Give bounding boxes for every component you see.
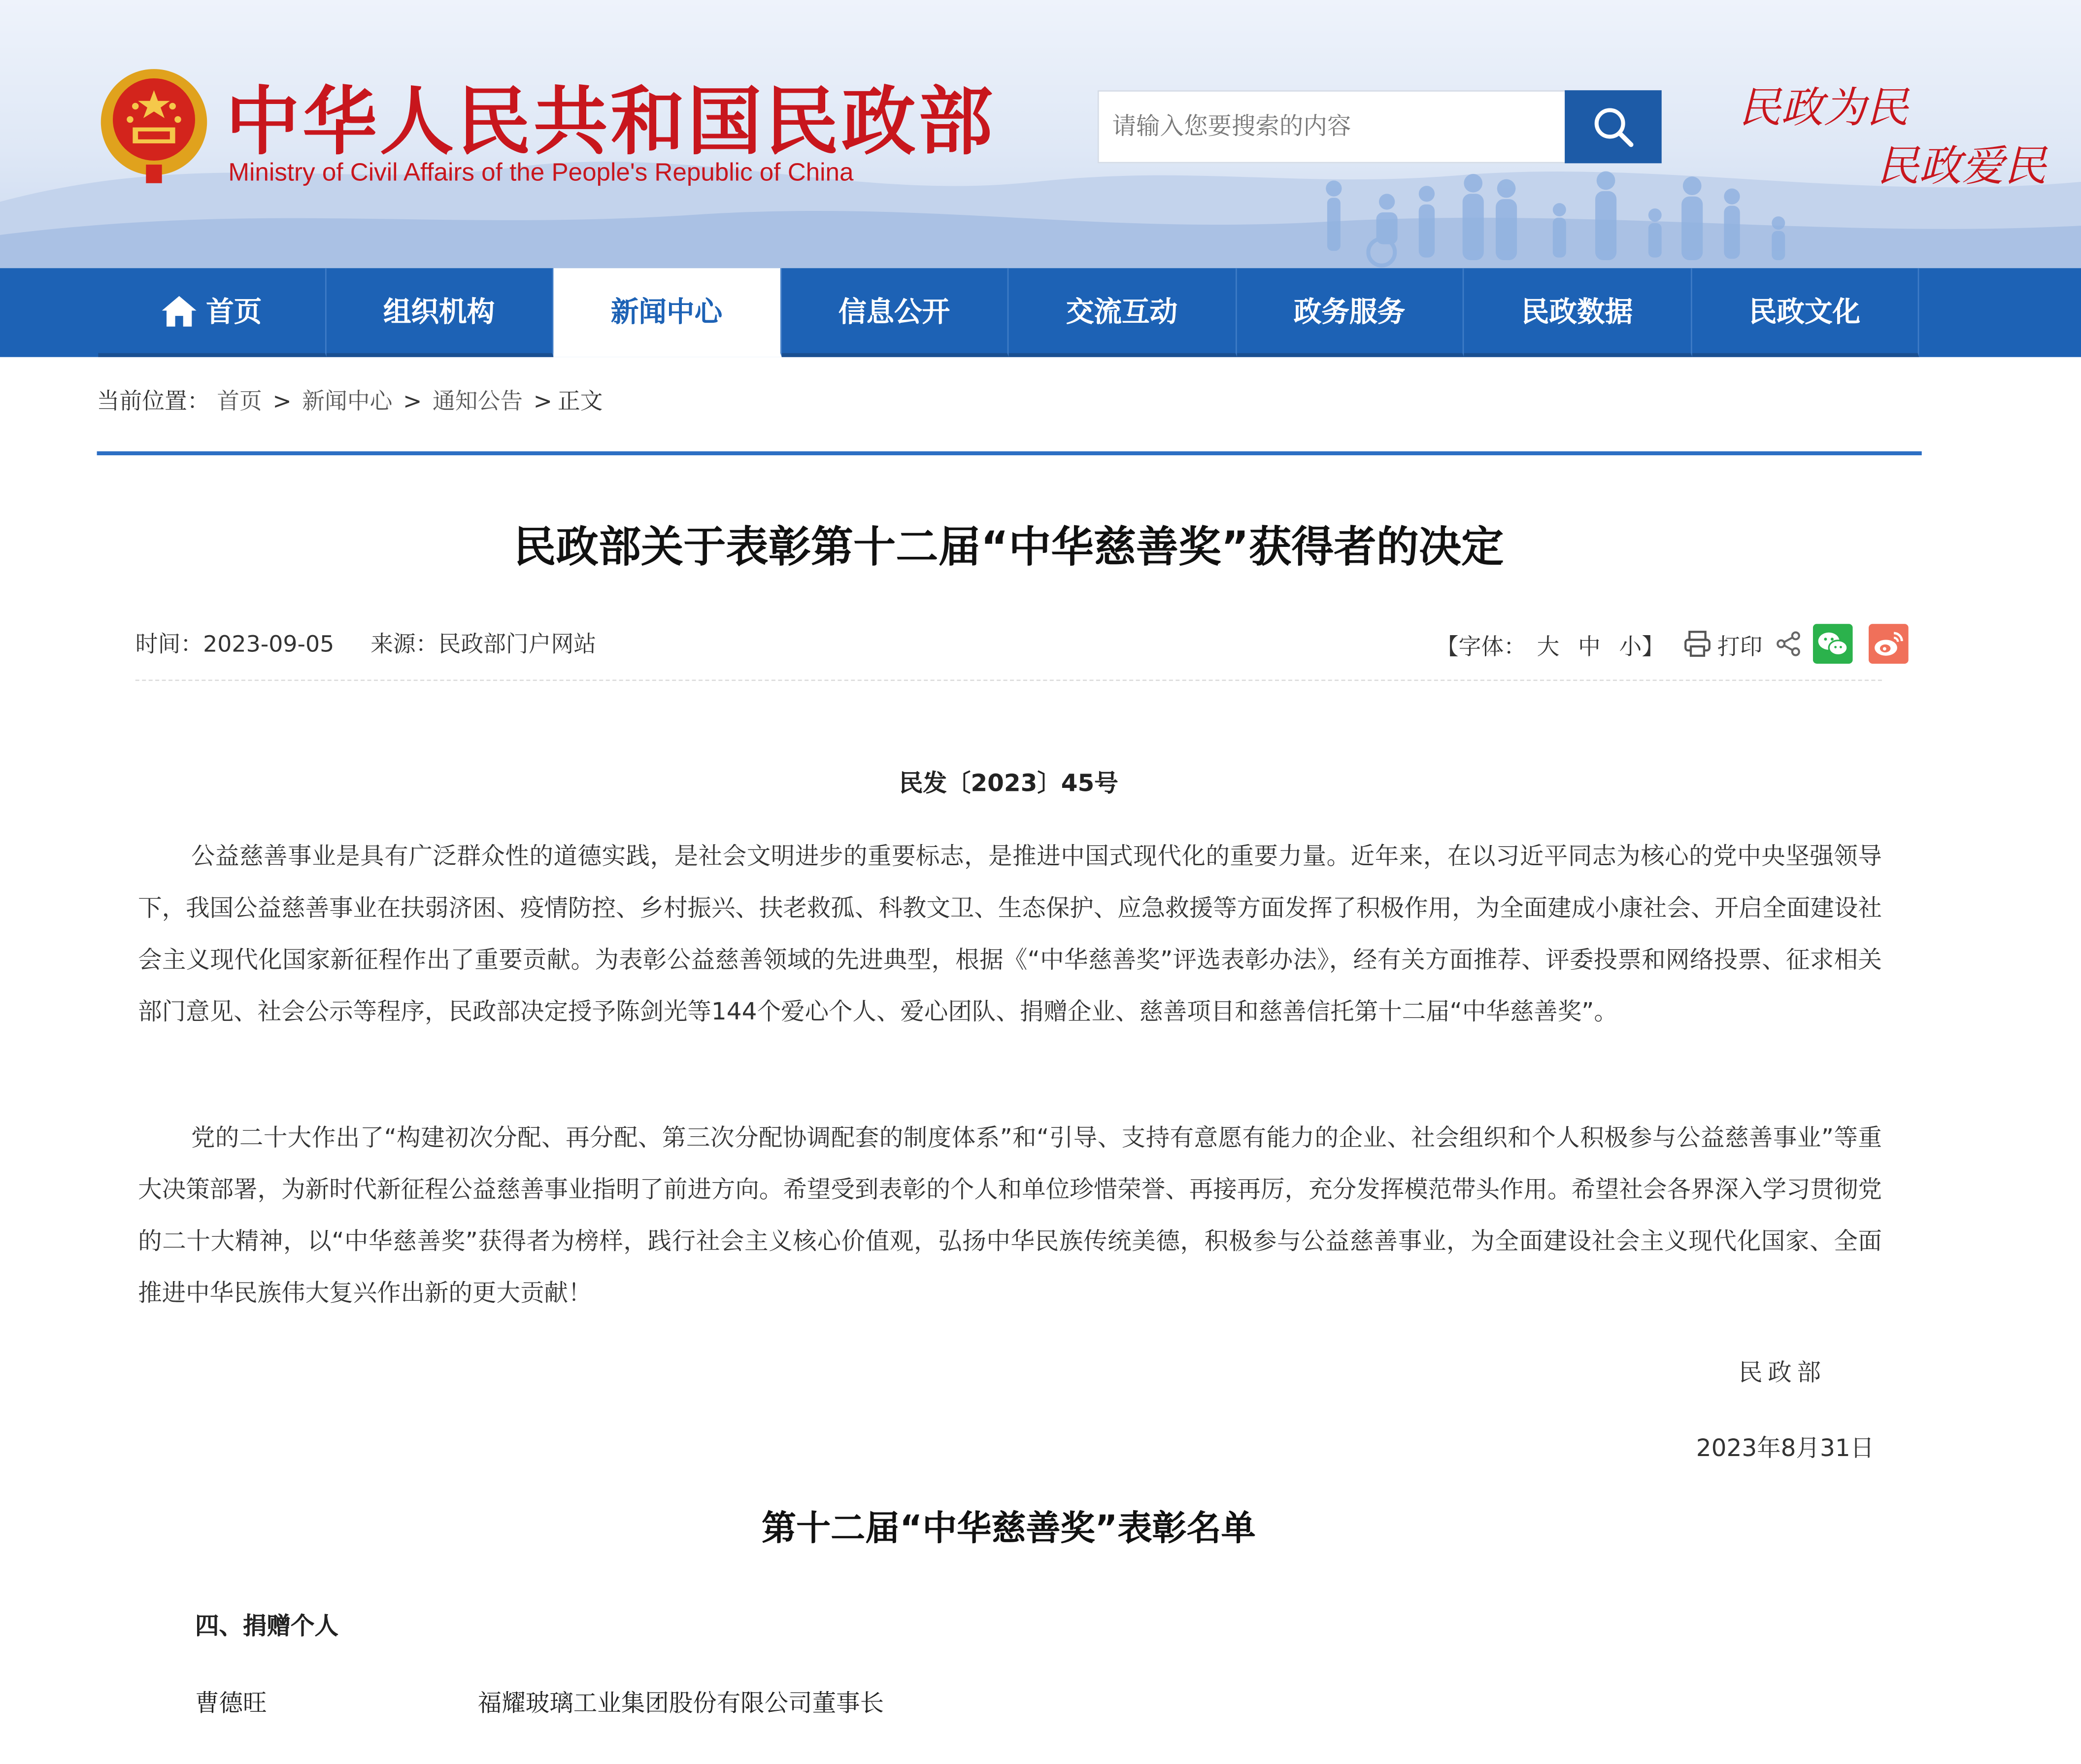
share-icon[interactable]: [1776, 631, 1802, 657]
breadcrumb-news-center[interactable]: 新闻中心: [302, 389, 393, 416]
breadcrumb-prefix: 当前位置：: [97, 389, 210, 416]
article-paragraph-1: 公益慈善事业是具有广泛群众性的道德实践，是社会文明进步的重要标志，是推进中国式现代化的重要力量。近年来，在以习近平同志为核心的党中央坚强领导下，我国公益慈善事业在扶弱济困、疫情防控、乡村振兴、扶老救孤、科教文卫、生态保护、应急救援等方面发挥了积极作用，为全面建成小康社会、开启全面建设社会主义现代化国家新征程作出了重要贡献。为表彰公益慈善领域的先进典型，根据《“中华慈善奖”评选表彰办法》，经有关方面推荐、评委投票和网络投票、征求相关部门意见、社会公示等程序，民政部决定授予陈剑光等144个爱心个人、爱心团队、捐赠企业、慈善项目和慈善信托第十二届“中华慈善奖”。: [138, 843, 1882, 1026]
nav-label: 新闻中心: [610, 296, 723, 328]
search-box: [1098, 90, 1662, 163]
article-paragraph-2: 党的二十大作出了“构建初次分配、再分配、第三次分配协调配套的制度体系”和“引导、支持有意愿有能力的企业、社会组织和个人积极参与公益慈善事业”等重大决策部署，为新时代新征程公益慈善事业指明了前进方向。希望受到表彰的个人和单位珍惜荣誉、再接再厉，充分发挥模范带头作用。希望社会各界深入学习贯彻党的二十大精神，以“中华慈善奖”获得者为榜样，践行社会主义核心价值观，弘扬中华民族传统美德，积极参与公益慈善事业，为全面建设社会主义现代化国家、全面推进中华民族伟大复兴作出新的更大贡献！: [138, 1124, 1882, 1308]
nav-item-interaction[interactable]: [1008, 268, 1236, 357]
issuer-signature: 民政部: [1738, 1359, 1826, 1388]
section-heading: 四、捐赠个人: [195, 1613, 338, 1641]
nav-item-organization[interactable]: [326, 268, 553, 357]
wechat-icon[interactable]: [1813, 624, 1853, 664]
font-size-label-open: 【字体：: [1436, 634, 1526, 661]
nav-item-news-center[interactable]: [553, 268, 781, 357]
font-size-large[interactable]: 大: [1537, 634, 1560, 661]
award-list-title: 第十二届“中华慈善奖”表彰名单: [762, 1509, 1256, 1549]
site-subtitle-en: Ministry of Civil Affairs of the People's Republic of China: [228, 159, 854, 187]
breadcrumb-separator: >: [533, 389, 553, 416]
awardee-title: 福耀玻璃工业集团股份有限公司董事长: [477, 1690, 884, 1718]
nav-label: 民政数据: [1521, 296, 1633, 328]
national-emblem-icon: [98, 67, 209, 186]
home-icon: [161, 293, 198, 328]
meta-divider: [135, 679, 1882, 681]
nav-label: 交流互动: [1066, 296, 1178, 328]
slogan-line-1: 民政为民: [1738, 82, 1909, 133]
print-icon[interactable]: [1683, 629, 1712, 658]
issue-date: 2023年8月31日: [1696, 1435, 1875, 1463]
search-input[interactable]: [1099, 92, 1566, 162]
article-title: 民政部关于表彰第十二届“中华慈善奖”获得者的决定: [513, 521, 1504, 573]
breadcrumb-current: 正文: [557, 389, 603, 416]
nav-label: 组织机构: [383, 296, 495, 328]
article-tools: [1436, 624, 1909, 664]
search-icon: [1591, 104, 1636, 149]
publish-time: 时间：2023-09-05: [135, 632, 335, 659]
people-silhouette-decoration: [1307, 170, 1812, 268]
weibo-icon[interactable]: [1869, 624, 1909, 664]
site-header: [0, 0, 2081, 268]
nav-label: 民政文化: [1748, 296, 1861, 328]
nav-label: 政务服务: [1293, 296, 1406, 328]
font-size-medium[interactable]: 中: [1578, 634, 1601, 661]
nav-item-services[interactable]: [1236, 268, 1464, 357]
breadcrumb-home[interactable]: 首页: [217, 389, 262, 416]
site-title: 中华人民共和国民政部: [225, 79, 996, 166]
search-button[interactable]: [1565, 90, 1662, 163]
article-source: 来源：民政部门户网站: [370, 632, 597, 659]
breadcrumb-notices[interactable]: 通知公告: [432, 389, 523, 416]
slogan-line-2: 民政爱民: [1877, 140, 2047, 191]
nav-item-info-disclosure[interactable]: [781, 268, 1008, 357]
font-size-label-close: 】: [1642, 634, 1665, 661]
content-top-rule: [97, 451, 1922, 455]
nav-item-culture[interactable]: [1691, 268, 1919, 357]
breadcrumb-separator: >: [403, 389, 422, 416]
breadcrumb-separator: >: [272, 389, 292, 416]
breadcrumb: [97, 382, 603, 415]
font-size-small[interactable]: 小: [1619, 634, 1642, 661]
main-nav: [0, 268, 2081, 357]
print-link[interactable]: 打印: [1717, 634, 1763, 661]
nav-label: 首页: [206, 296, 262, 328]
nav-item-data[interactable]: [1464, 268, 1691, 357]
article-meta: [135, 625, 626, 658]
awardee-name: 曹德旺: [195, 1690, 267, 1718]
nav-item-home[interactable]: [98, 268, 326, 357]
nav-label: 信息公开: [838, 296, 950, 328]
document-number: 民发〔2023〕45号: [899, 770, 1118, 798]
